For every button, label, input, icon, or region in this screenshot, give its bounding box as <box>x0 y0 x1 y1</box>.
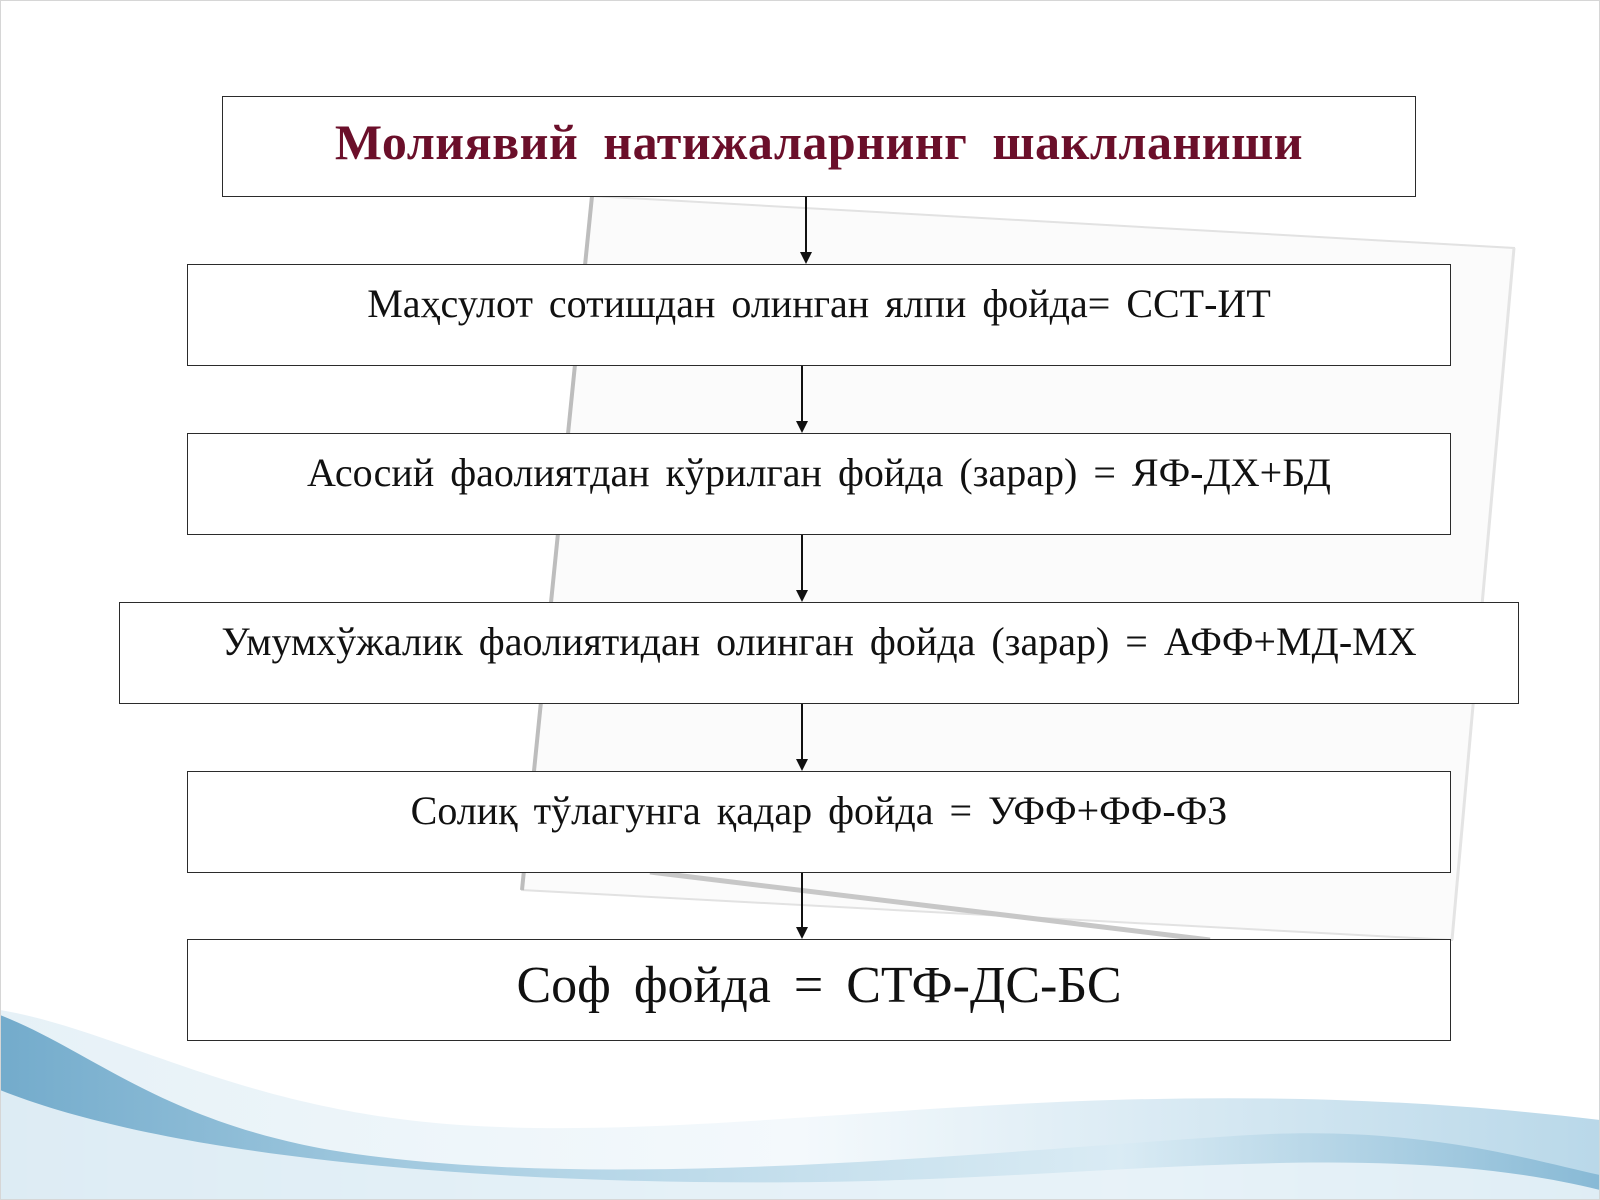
step-text-pretax-profit: Солиқ тўлагунга қадар фойда = УФФ+ФФ-ФЗ <box>410 788 1228 833</box>
title-box <box>222 96 1416 197</box>
step-text-net-profit: Соф фойда = СТФ-ДС-БС <box>516 957 1122 1014</box>
step-box-gross-profit <box>187 264 1451 366</box>
step-text-operating-profit: Асосий фаолиятдан кўрилган фойда (зарар) = ЯФ-ДХ+БД <box>307 450 1331 495</box>
step-box-general-activity-profit <box>119 602 1519 704</box>
step-box-pretax-profit <box>187 771 1451 873</box>
step-box-net-profit <box>187 939 1451 1041</box>
step-text-general-activity-profit: Умумхўжалик фаолиятидан олинган фойда (зарар) = АФФ+МД-МХ <box>221 619 1417 664</box>
diagram-title: Молиявий натижаларнинг шаклланиши <box>334 114 1304 170</box>
step-text-gross-profit: Маҳсулот сотишдан олинган ялпи фойда= ССТ-ИТ <box>367 281 1271 326</box>
step-box-operating-profit <box>187 433 1451 535</box>
